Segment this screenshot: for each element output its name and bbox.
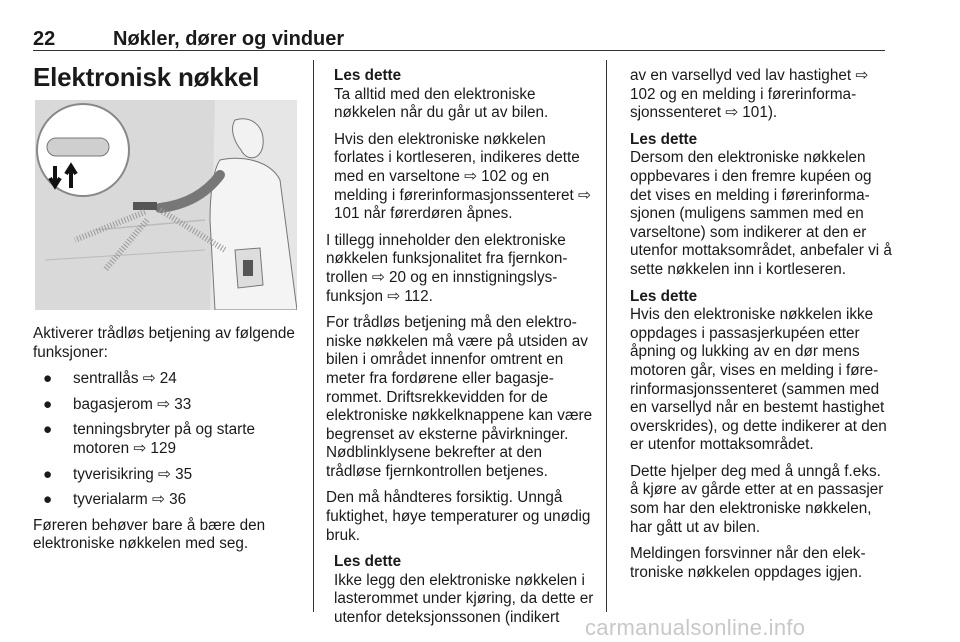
paragraph: Meldingen forsvinner når den elektroniske nøkkelen oppdages igjen. xyxy=(630,545,866,581)
bullet-icon: ● xyxy=(43,370,53,388)
list-item: ● bagasjerom ⇨ 33 xyxy=(43,395,192,413)
paragraph: Dette hjelper deg med å unngå f.eks. å kjøre av gårde etter at en passasjer som har den elektroniske nøkkelen, har gått ut av bilen. xyxy=(630,462,884,536)
paragraph: I tillegg inneholder den elektroniske nøkkelen funksjonalitet fra fjernkontrollen ⇨ 20 og en innstigningslysfunksjon ⇨ 112. xyxy=(326,231,568,305)
note-text: Hvis den elektroniske nøkkelen forlates i kortleseren, indikeres dette med en varseltone ⇨ 102 og en melding i førerinformasjonssenteret ⇨ 101 når førerdøren åpnes. xyxy=(334,130,591,223)
list-item: ● tyverisikring ⇨ 35 xyxy=(43,465,193,483)
note-text: Hvis den elektroniske nøkkelen ikke oppdages i passasjerkupéen etter åpning og lukking av en dør mens motoren går, vises en melding i førerinformasjonssenteret (sammen med en varsellyd når en bestemt hastighet overskrides), og dette indikerer at den er utenfor mottaksområdet. xyxy=(630,306,887,454)
bullet-icon: ● xyxy=(43,491,53,509)
note-text: Ikke legg den elektroniske nøkkelen i lasterommet under kjøring, da dette er utenfor deteksjonssonen (indikert xyxy=(334,571,594,627)
outro-text: Føreren behøver bare å bære den elektroniske nøkkelen med seg. xyxy=(33,516,266,553)
list-item: ● sentrallås ⇨ 24 xyxy=(43,370,177,388)
note-label: Les dette xyxy=(334,553,402,571)
page-number: 22 xyxy=(33,28,56,50)
list-item: ● tyverialarm ⇨ 36 xyxy=(43,491,187,509)
note-text: Dersom den elektroniske nøkkelen oppbevares i den fremre kupéen og det vises en melding i førerinformasjonen (muligens sammen med en varseltone) som indikerer at den er utenfor mottaksområdet, anbefaler vi å sette nøkkelen inn i kortleseren. xyxy=(630,149,892,278)
paragraph: For trådløs betjening må den elektroniske nøkkelen må være på utsiden av bilen i området innenfor omtrent en meter fra fordørene eller bagasjerommet. Driftsrekkevidden for de elektroniske nøkkelknappene kan være begrenset av eksterne påvirkninger. Nødblinklysene bekrefter at den trådløse fjernkontrollen betjenes. xyxy=(326,314,593,480)
watermark-text: carmanualsonline.info xyxy=(585,615,806,640)
note-label: Les dette xyxy=(334,67,402,84)
note-block xyxy=(630,288,892,455)
bullet-icon: ● xyxy=(43,395,53,413)
illustration-electronic-key xyxy=(35,100,297,310)
column-3 xyxy=(630,67,892,590)
column-divider-2 xyxy=(606,60,607,612)
column-1 xyxy=(33,325,298,562)
list-item: ● tenningsbryter på og starte motoren ⇨ 129 xyxy=(43,421,255,457)
function-list xyxy=(33,370,298,510)
column-2 xyxy=(326,67,594,628)
chapter-title: Nøkler, dører og vinduer xyxy=(113,28,345,50)
bullet-icon: ● xyxy=(43,421,53,439)
note-label: Les dette xyxy=(630,130,698,148)
header-rule xyxy=(33,50,885,51)
column-divider-1 xyxy=(313,60,314,612)
paragraph: av en varsellyd ved lav hastighet ⇨ 102 og en melding i førerinformasjonssenteret ⇨ 101). xyxy=(630,67,869,122)
illustration-svg xyxy=(35,100,297,310)
page-header xyxy=(33,28,885,50)
note-block xyxy=(326,67,594,224)
note-label: Les dette xyxy=(630,287,698,305)
bullet-icon: ● xyxy=(43,465,53,483)
intro-text: Aktiverer trådløs betjening av følgende funksjoner: xyxy=(33,325,295,361)
paragraph: Den må håndteres forsiktig. Unngå fuktighet, høye temperaturer og unødig bruk. xyxy=(326,489,591,544)
note-block xyxy=(326,553,594,627)
note-text: Ta alltid med den elektroniske nøkkelen når du går ut av bilen. xyxy=(334,85,549,122)
note-block xyxy=(630,131,892,280)
section-title: Elektronisk nøkkel xyxy=(33,62,260,92)
